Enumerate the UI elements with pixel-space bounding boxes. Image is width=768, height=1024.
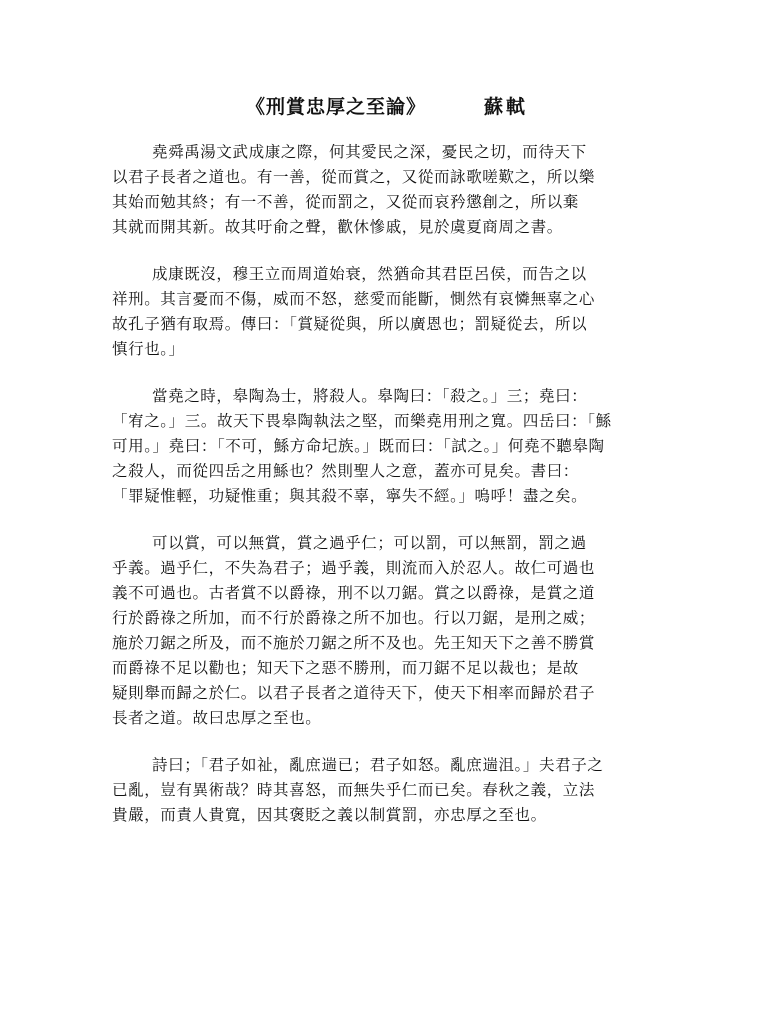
text-line: 乎義。過乎仁，不失為君子；過乎義，則流而入於忍人。故仁可過也 <box>112 559 596 577</box>
text-line: 可用。」堯曰：「不可，鯀方命圮族。」既而曰：「試之。」何堯不聽皋陶 <box>112 437 605 455</box>
paragraph <box>112 262 660 362</box>
text-line: 「罪疑惟輕，功疑惟重；與其殺不辜，寧失不經。」嗚呼！盡之矣。 <box>112 487 588 505</box>
text-line: 堯舜禹湯文武成康之際，何其愛民之深，憂民之切，而待天下 <box>152 143 587 161</box>
text-line: 義不可過也。古者賞不以爵祿，刑不以刀鋸。賞之以爵祿，是賞之道 <box>112 584 596 602</box>
essay-title: 《刑賞忠厚之至論》 <box>246 96 427 118</box>
text-line: 之殺人，而從四岳之用鯀也？然則聖人之意，蓋亦可見矣。書曰： <box>112 462 579 480</box>
text-line: 行於爵祿之所加，而不行於爵祿之所不加也。行以刀鋸，是刑之威； <box>112 609 596 627</box>
text-line: 其就而開其新。故其吁俞之聲，歡休慘戚，見於虞夏商周之書。 <box>112 218 563 236</box>
text-line: 施於刀鋸之所及，而不施於刀鋸之所不及也。先王知天下之善不勝賞 <box>112 634 596 652</box>
author-name: 蘇軾 <box>484 96 529 118</box>
text-line: 祥刑。其言憂而不傷，威而不怒，慈愛而能斷，惻然有哀憐無辜之心 <box>112 290 596 308</box>
text-line: 而爵祿不足以勸也；知天下之惡不勝刑，而刀鋸不足以裁也；是故 <box>112 659 579 677</box>
text-line: 當堯之時，皋陶為士，將殺人。皋陶曰：「殺之。」三；堯曰： <box>152 387 588 405</box>
text-line: 以君子長者之道也。有一善，從而賞之，又從而詠歌嗟歎之，所以樂 <box>112 168 596 186</box>
text-line: 慎行也。」 <box>112 340 185 358</box>
text-line: 貴嚴，而責人貴寬，因其褒貶之義以制賞罰，亦忠厚之至也。 <box>112 806 547 824</box>
paragraph <box>112 531 660 731</box>
text-line: 其始而勉其終；有一不善，從而罰之，又從而哀矜懲創之，所以棄 <box>112 193 579 211</box>
essay-body <box>112 140 660 850</box>
paragraph <box>112 753 660 828</box>
text-line: 可以賞，可以無賞，賞之過乎仁；可以罰，可以無罰，罰之過 <box>152 534 587 552</box>
text-line: 「宥之。」三。故天下畏皋陶執法之堅，而樂堯用刑之寬。四岳曰：「鯀 <box>112 412 612 430</box>
paragraph <box>112 384 660 509</box>
text-line: 已亂，豈有異術哉？時其喜怒，而無失乎仁而已矣。春秋之義，立法 <box>112 781 596 799</box>
text-line: 成康既沒，穆王立而周道始衰，然猶命其君臣呂侯，而告之以 <box>152 265 587 283</box>
text-line: 詩曰；「君子如祉，亂庶遄已；君子如怒。亂庶遄沮。」夫君子之 <box>152 756 604 774</box>
title-line <box>0 92 768 122</box>
text-line: 疑則舉而歸之於仁。以君子長者之道待天下，使天下相率而歸於君子 <box>112 684 596 702</box>
paragraph <box>112 140 660 240</box>
text-line: 長者之道。故曰忠厚之至也。 <box>112 709 322 727</box>
text-line: 故孔子猶有取焉。傳曰：「賞疑從與，所以廣恩也；罰疑從去，所以 <box>112 315 588 333</box>
